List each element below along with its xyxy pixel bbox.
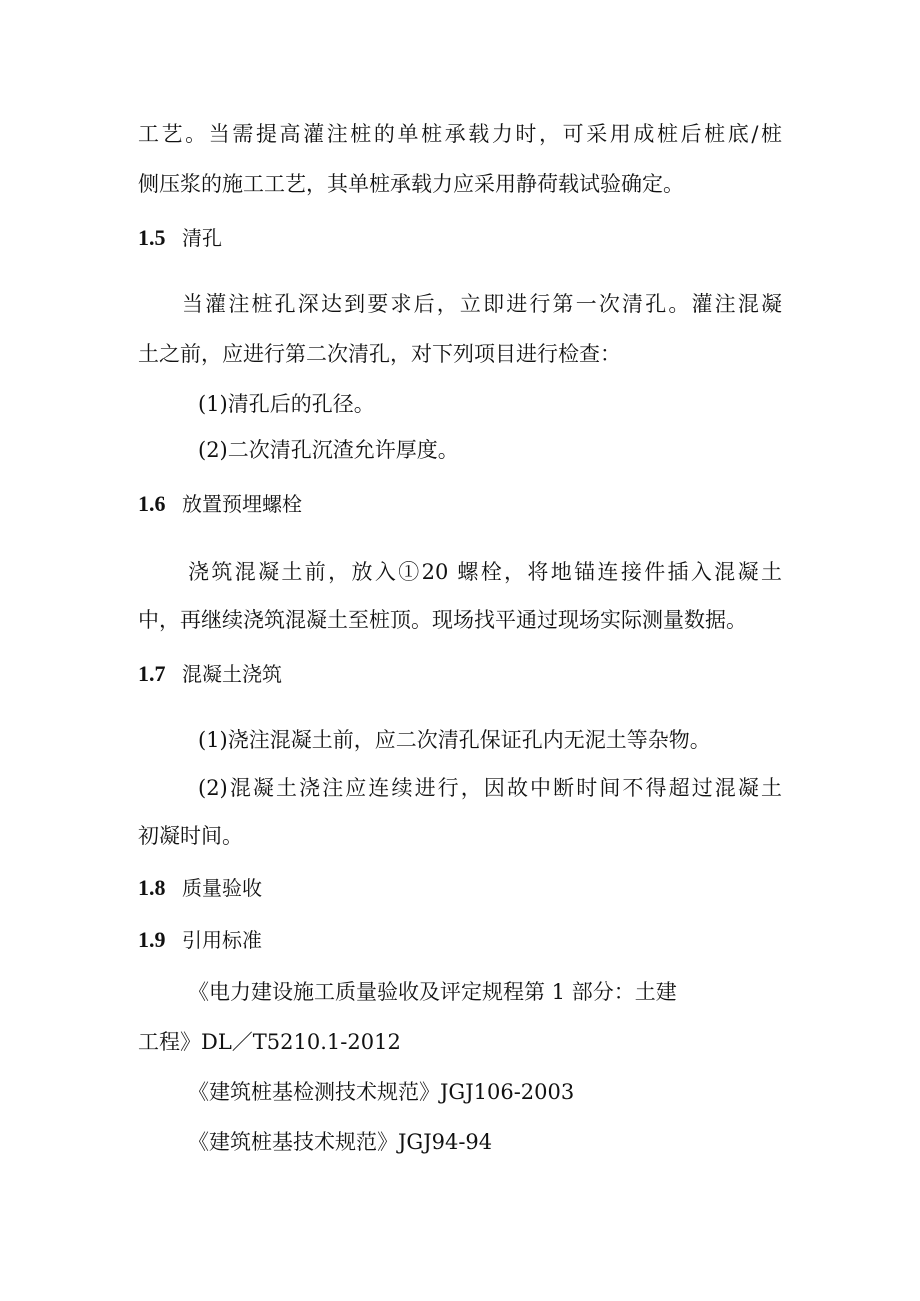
section-title: 质量验收 bbox=[182, 876, 262, 900]
section-number: 1.6 bbox=[138, 491, 166, 516]
section-title: 放置预埋螺栓 bbox=[182, 492, 302, 516]
list-item: (1)清孔后的孔径。 bbox=[198, 392, 375, 416]
section-title: 引用标准 bbox=[182, 928, 262, 952]
section-number: 1.7 bbox=[138, 661, 166, 686]
section-title: 混凝土浇筑 bbox=[182, 662, 282, 686]
section-heading-1-7 bbox=[138, 660, 282, 688]
section-number: 1.9 bbox=[138, 927, 166, 952]
section-number: 1.5 bbox=[138, 225, 166, 250]
reference-item: 《建筑桩基技术规范》JGJ94-94 bbox=[188, 1130, 493, 1154]
list-item: (1)浇注混凝土前，应二次清孔保证孔内无泥土等杂物。 bbox=[198, 728, 711, 752]
section-heading-1-5 bbox=[138, 224, 222, 252]
reference-item: 《建筑桩基检测技术规范》JGJ106-2003 bbox=[188, 1080, 575, 1104]
reference-item: 工程》DL／T5210.1-2012 bbox=[138, 1030, 401, 1054]
section-heading-1-6 bbox=[138, 490, 302, 518]
section-heading-1-9 bbox=[138, 926, 262, 954]
reference-item: 《电力建设施工质量验收及评定规程第 1 部分：土建 bbox=[188, 980, 677, 1004]
body-text-line: 土之前，应进行第二次清孔，对下列项目进行检查： bbox=[138, 342, 621, 366]
section-number: 1.8 bbox=[138, 875, 166, 900]
body-text-line: 侧压浆的施工工艺，其单桩承载力应采用静荷载试验确定。 bbox=[138, 172, 684, 196]
list-item: (2)混凝土浇注应连续进行，因故中断时间不得超过混凝土 bbox=[198, 776, 782, 800]
body-text-line: 当灌注桩孔深达到要求后，立即进行第一次清孔。灌注混凝 bbox=[182, 292, 782, 316]
section-heading-1-8 bbox=[138, 874, 262, 902]
body-text-line: 中，再继续浇筑混凝土至桩顶。现场找平通过现场实际测量数据。 bbox=[138, 608, 747, 632]
list-item: (2)二次清孔沉渣允许厚度。 bbox=[198, 438, 459, 462]
body-text-line: 工艺。当需提高灌注桩的单桩承载力时，可采用成桩后桩底/桩 bbox=[138, 122, 782, 146]
body-text-line: 浇筑混凝土前，放入①20 螺栓，将地锚连接件插入混凝土 bbox=[188, 560, 782, 584]
section-title: 清孔 bbox=[182, 226, 222, 250]
body-text-line: 初凝时间。 bbox=[138, 824, 243, 848]
